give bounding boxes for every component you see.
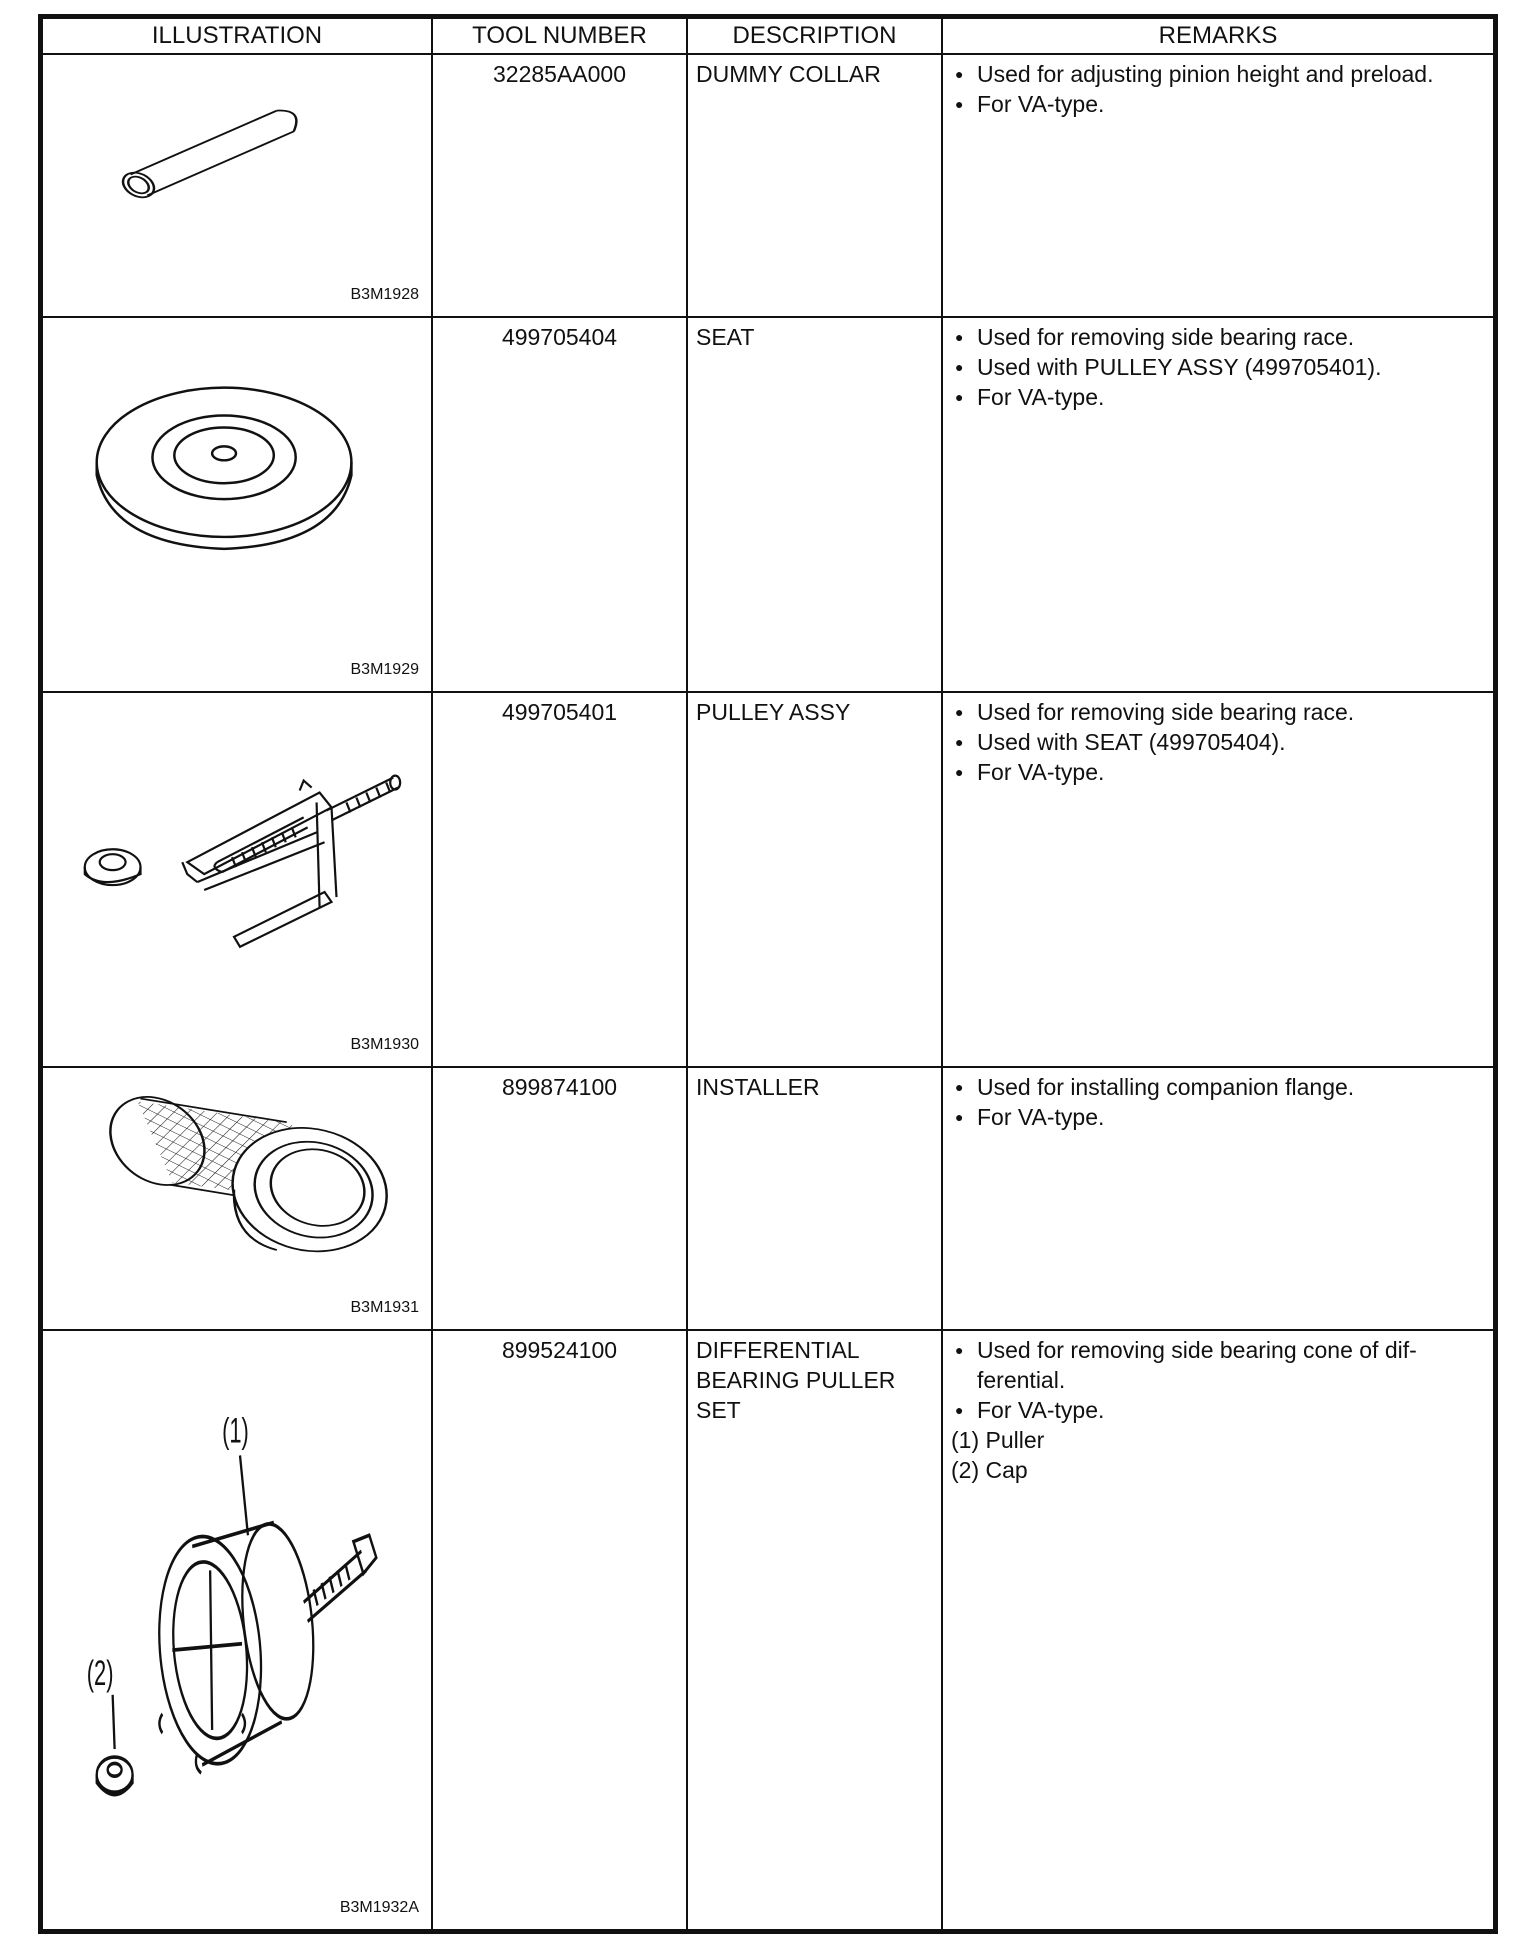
figure-code: B3M1932A (339, 1899, 419, 1916)
table-row (42, 1330, 1494, 1930)
dummy-collar-illustration (43, 55, 431, 316)
remarks-cell (942, 317, 1494, 692)
tool-number-cell: 499705401 (432, 692, 687, 1067)
remarks-cell (942, 692, 1494, 1067)
tool-number-cell: 899874100 (432, 1067, 687, 1330)
remark-item: ● Used for removing side bearing cone of dif-ferential. (951, 1335, 1485, 1395)
header-description: DESCRIPTION (687, 18, 942, 54)
description-cell (687, 1330, 942, 1930)
header-remarks: REMARKS (942, 18, 1494, 54)
illustration-cell (42, 1330, 432, 1930)
table-row (42, 692, 1494, 1067)
description-text: BEARING PULLER (696, 1366, 896, 1393)
header-tool-number: TOOL NUMBER (432, 18, 687, 54)
description-text: SET (696, 1396, 741, 1423)
illustration-cell (42, 692, 432, 1067)
pulley-assy-illustration (43, 693, 431, 1066)
description-text: DUMMY COLLAR (696, 61, 881, 87)
remark-item: ● For VA-type. (951, 1102, 1485, 1132)
remark-item: ● For VA-type. (951, 89, 1485, 119)
differential-bearing-puller-illustration (43, 1331, 431, 1929)
illustration-cell (42, 54, 432, 317)
description-cell (687, 1067, 942, 1330)
illustration-cell (42, 317, 432, 692)
table-row (42, 1067, 1494, 1330)
remark-item: ● For VA-type. (951, 757, 1485, 787)
header-row (42, 18, 1494, 54)
description-cell (687, 317, 942, 692)
tool-number-cell: 499705404 (432, 317, 687, 692)
description-cell (687, 692, 942, 1067)
figure-code: B3M1931 (350, 1298, 419, 1316)
tool-number-cell: 899524100 (432, 1330, 687, 1930)
legend-item: (1) Puller (951, 1426, 1045, 1453)
remarks-cell (942, 1067, 1494, 1330)
figure-code: B3M1929 (350, 660, 419, 678)
remark-item: ● For VA-type. (951, 1395, 1485, 1425)
installer-illustration (43, 1068, 431, 1329)
table-row (42, 54, 1494, 317)
special-tools-table (41, 17, 1495, 1931)
remark-item: ● For VA-type. (951, 382, 1485, 412)
remark-item: ● Used for removing side bearing race. (951, 697, 1485, 727)
seat-illustration (43, 318, 431, 691)
legend-item: (2) Cap (951, 1456, 1028, 1483)
figure-code: B3M1928 (350, 285, 419, 303)
remarks-cell (942, 54, 1494, 317)
description-text: SEAT (696, 323, 755, 350)
tool-number-cell: 32285AA000 (432, 54, 687, 317)
callout-2: (2) (86, 1654, 114, 1694)
callout-1: (1) (222, 1412, 249, 1451)
description-text: INSTALLER (696, 1074, 820, 1100)
illustration-cell (42, 1067, 432, 1330)
special-tools-table-sheet (38, 14, 1498, 1934)
description-text: DIFFERENTIAL (696, 1336, 860, 1363)
remark-item: ● Used with SEAT (499705404). (951, 727, 1485, 757)
remark-item: ● Used for adjusting pinion height and preload. (951, 59, 1485, 89)
remark-item: ● Used with PULLEY ASSY (499705401). (951, 352, 1485, 382)
header-illustration: ILLUSTRATION (42, 18, 432, 54)
remarks-cell (942, 1330, 1494, 1930)
description-text: PULLEY ASSY (696, 698, 851, 725)
table-row (42, 317, 1494, 692)
remark-item: ● Used for installing companion flange. (951, 1072, 1485, 1102)
description-cell (687, 54, 942, 317)
remark-item: ● Used for removing side bearing race. (951, 322, 1485, 352)
figure-code: B3M1930 (350, 1036, 419, 1053)
